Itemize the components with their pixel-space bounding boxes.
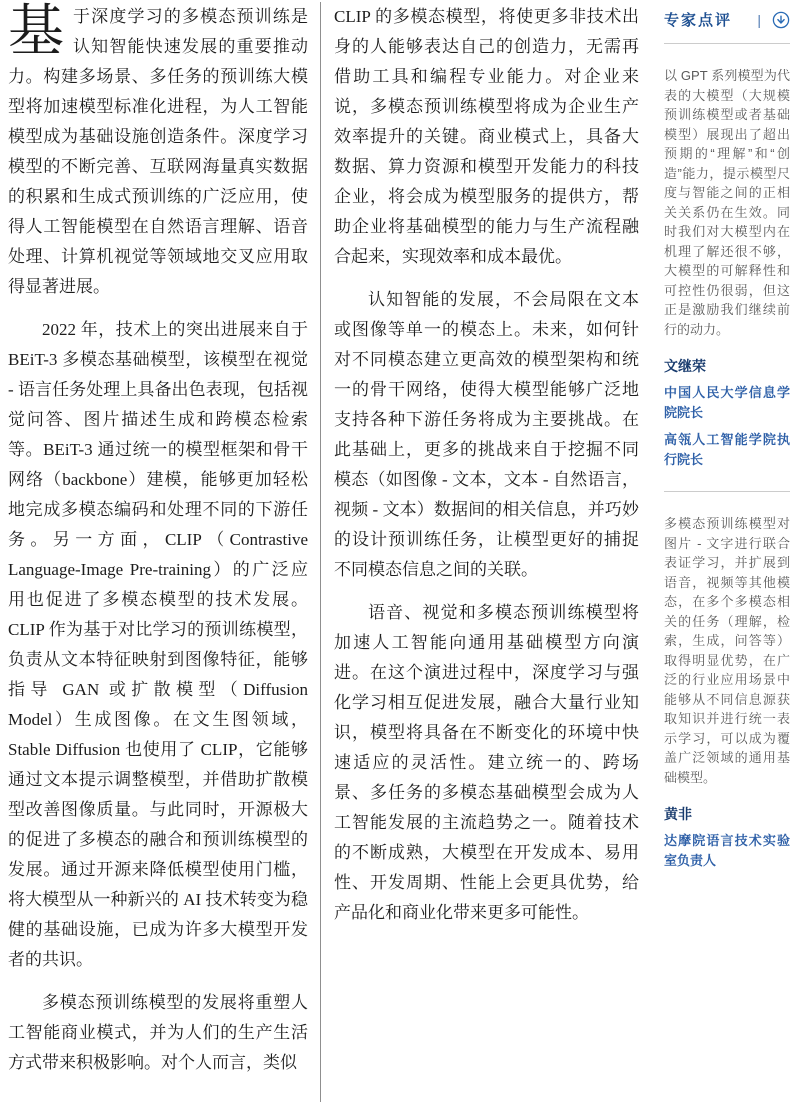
article-paragraph-dropcap [8, 2, 308, 302]
expert-commentary-sidebar [664, 2, 790, 1109]
expert-name: 文继荣 [664, 358, 706, 374]
sidebar-divider [664, 43, 790, 44]
article-paragraph: CLIP 的多模态模型，将使更多非技术出身的人能够表达自己的创造力，无需再借助工具和编程专业能力。对企业来说，多模态预训练模型将成为企业生产效率提升的关键。商业模式上，具备大数据、算力资源和模型开发能力的科技企业，将会成为模型服务的提供方，帮助企业将基础模型的能力与生产流程融合起来，实现效率和成本最优。 [334, 7, 639, 266]
expert-title: 达摩院语言技术实验室负责人 [664, 833, 790, 868]
article-column-left [8, 2, 320, 1109]
article-paragraph: 2022 年，技术上的突出进展来自于 BEiT-3 多模态基础模型，该模型在视觉 - 语言任务处理上具备出色表现，包括视觉问答、图片描述生成和跨模态检索等。BEiT-3 通过统一的模型框架和骨干网络（backbone）建模，能够更加轻松地完成多模态编码和处理不同的下游任务。另一方面，CLIP（Contrastive Language-Image Pre-training）的广泛应用也促进了多模态模型的技术发展。CLIP 作为基于对比学习的预训练模型，负责从文本特征映射到图像特征，能够指导 GAN 或扩散模型（Diffusion Model）生成图像。在文生图领域，Stable Diffusion 也使用了 CLIP，它能够通过文本提示调整模型，并借助扩散模型改善图像质量。与此同时，开源极大的促进了多模态的融合和预训练模型的发展。通过开源来降低模型使用门槛，将大模型从一种新兴的 AI 技术转变为稳健的基础设施，已成为许多大模型开发者的共识。 [8, 320, 308, 969]
article-paragraph: 认知智能的发展，不会局限在文本或图像等单一的模态上。未来，如何针对不同模态建立更高效的模型架构和统一的骨干网络，使得大模型能够广泛地支持各种下游任务将成为主要挑战。在此基础上，更多的挑战来自于挖掘不同模态（如图像 - 文本，文本 - 自然语言，视频 - 文本）数据间的相关信息，并巧妙的设计预训练任务，让模型更好的捕捉不同模态信息之间的关联。 [334, 290, 639, 579]
article-paragraph: 多模态预训练模型的发展将重塑人工智能商业模式，并为人们的生产生活方式带来积极影响。对个人而言，类似 [8, 993, 308, 1072]
sidebar-title: 专家点评 [664, 12, 733, 29]
sidebar-separator: | [757, 11, 761, 28]
article-paragraph: 语音、视觉和多模态预训练模型将加速人工智能向通用基础模型方向演进。在这个演进过程中，深度学习与强化学习相互促进发展，融合大量行业知识，模型将具备在不断变化的环境中快速适应的灵活性。建立统一的、跨场景、多任务的多模态基础模型会成为人工智能发展的主流趋势之一。随着技术的不断成熟，大模型在开发成本、易用性、开发周期、性能上会更具优势，给产品化和商业化带来更多可能性。 [334, 603, 639, 922]
expert-comment: 以 GPT 系列模型为代表的大模型（大规模预训练模型或者基础模型）展现出了超出预期的“理解”和“创造”能力，提示模型尺度与智能之间的正相关关系仍在生效。同时我们对大模型内在机理了解还很不够，大模型的可解释性和可控性仍很弱，但这正是激励我们继续前行的动力。 [664, 68, 790, 337]
expert-comment: 多模态预训练模型对图片 - 文字进行联合表证学习，并扩展到语音，视频等其他模态，在多个多模态相关的任务（理解，检索，生成，问答等）取得明显优势，在广泛的行业应用场景中能够从不同信息源获取知识并进行统一表示学习，可以成为覆盖广泛领域的通用基础模型。 [664, 516, 790, 785]
paragraph-text: 于深度学习的多模态预训练是认知智能快速发展的重要推动力。构建多场景、多任务的预训练大模型将加速模型标准化进程，为人工智能模型成为基础设施创造条件。深度学习模型的不断完善、互联网海量真实数据的积累和生成式预训练的广泛应用，使得人工智能模型在自然语言理解、语音处理、计算机视觉等领域地交叉应用取得显著进展。 [8, 7, 308, 296]
sidebar-header [664, 2, 790, 30]
expert-title: 中国人民大学信息学院院长 [664, 385, 790, 420]
expert-name: 黄非 [664, 806, 692, 822]
article-column-middle [321, 2, 643, 1109]
circle-down-arrow-icon[interactable] [772, 11, 790, 29]
sidebar-divider [664, 491, 790, 492]
expert-title: 高瓴人工智能学院执行院长 [664, 432, 790, 467]
drop-cap: 基 [8, 1, 64, 63]
